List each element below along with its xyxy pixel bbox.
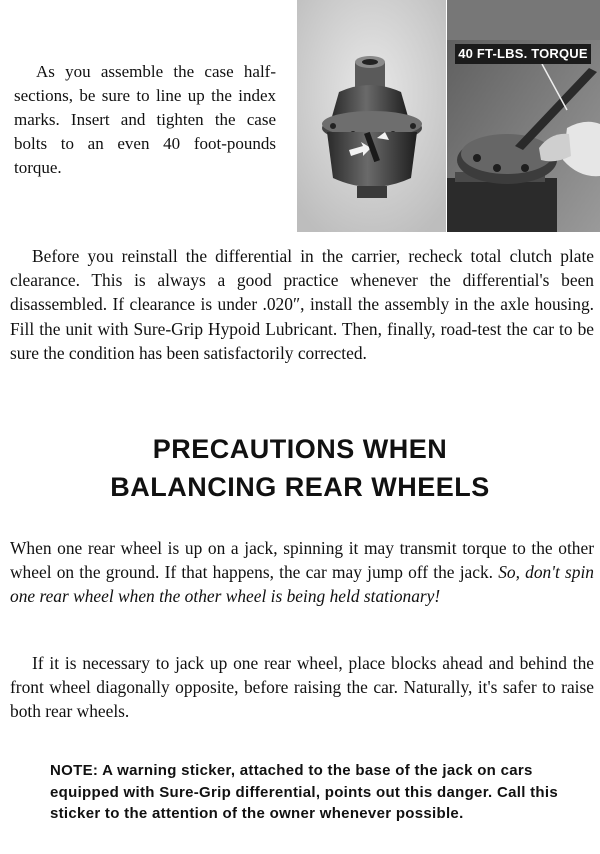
heading-line-1: PRECAUTIONS WHEN <box>152 434 448 464</box>
torque-wrench-photo <box>447 0 600 232</box>
note-paragraph: NOTE: A warning sticker, attached to the base of the jack on cars equipped with Sure-Grip differential, points out this danger. Call this sticker to the attention of the owner whenever possible. <box>50 762 558 823</box>
intro-paragraph: As you assemble the case half-sections, be sure to line up the index marks. Insert and tighten the case bolts to an even 40 foot-pounds torque. <box>14 62 276 177</box>
blocks-paragraph: If it is necessary to jack up one rear wheel, place blocks ahead and behind the front wheel diagonally opposite, before raising the car. Naturally, it's safer to raise both rear wheels. <box>10 653 594 722</box>
section-heading <box>0 430 600 506</box>
jack-warning-italic: So, don't spin one rear wheel when the other wheel is being held stationary! <box>10 562 594 607</box>
jack-warning-text: When one rear wheel is up on a jack, spinning it may transmit torque to the other wheel on the ground. If that happens, the car may jump off the jack. <box>10 538 594 583</box>
reinstall-paragraph: Before you reinstall the differential in the carrier, recheck total clutch plate clearance. This is always a good practice whenever the differential's been disassembled. If clearance is under .020″, install the assembly in the axle housing. Fill the unit with Sure-Grip Hypoid Lubricant. Then, finally, road-test the car to be sure the condition has been satisfactorily corrected. <box>10 246 594 363</box>
differential-case-photo <box>297 0 446 232</box>
jack-warning-paragraph <box>10 536 594 609</box>
torque-label: 40 FT-LBS. TORQUE <box>455 44 591 64</box>
heading-line-2: BALANCING REAR WHEELS <box>110 472 490 502</box>
